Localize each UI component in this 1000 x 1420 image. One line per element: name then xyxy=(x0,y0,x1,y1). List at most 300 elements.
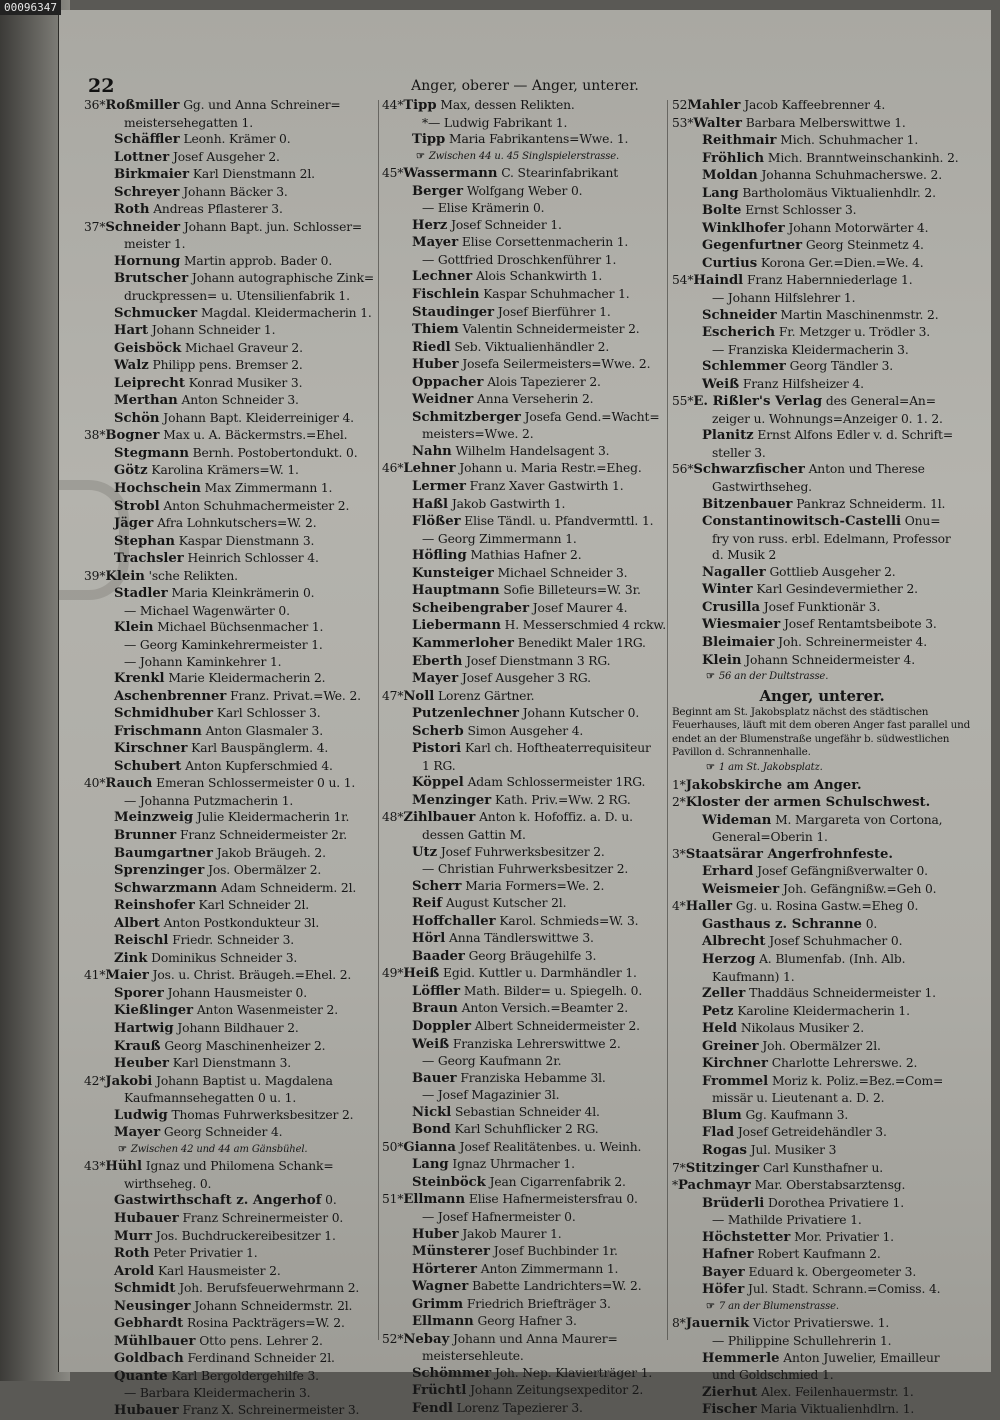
resident-surname: Baader xyxy=(412,948,465,964)
resident-entry xyxy=(84,322,378,340)
resident-surname: Lang xyxy=(412,1157,449,1173)
resident-details: Leonh. Krämer 0. xyxy=(183,132,291,147)
household-member xyxy=(84,793,378,810)
resident-details: Johann Bapt. Kleiderreiniger 4. xyxy=(163,410,354,425)
resident-surname: Ellmann xyxy=(403,1192,466,1208)
resident-surname: Gebhardt xyxy=(114,1316,184,1332)
entry-continuation xyxy=(382,758,666,775)
resident-surname: Bolte xyxy=(702,203,742,219)
resident-surname: Trachsler xyxy=(114,551,184,567)
resident-details: Johann Zeitungsexpeditor 2. xyxy=(470,1383,644,1398)
running-header: Anger, oberer — Anger, unterer. xyxy=(411,78,639,94)
resident-surname: E. Rißler's Verlag xyxy=(693,394,823,410)
resident-details: Anton Versich.=Beamter 2. xyxy=(461,1001,629,1016)
resident-details: Johann Kutscher 0. xyxy=(522,706,640,721)
resident-surname: Kunsteiger xyxy=(412,565,494,581)
resident-details: Robert Kaufmann 2. xyxy=(757,1247,881,1262)
resident-entry xyxy=(84,305,378,323)
resident-surname: Hemmerle xyxy=(702,1350,780,1366)
entry-text: zeiger u. Wohnungs=Anzeiger 0. 1. 2. xyxy=(712,411,943,426)
pointing-hand-icon: ☞ xyxy=(118,1143,127,1155)
house-entry xyxy=(672,846,972,864)
resident-surname: Tipp xyxy=(403,98,437,113)
entry-text: — Johanna Putzmacherin 1. xyxy=(124,793,294,808)
house-entry xyxy=(382,1331,666,1349)
resident-surname: Köppel xyxy=(412,775,464,791)
resident-details: Josef Rentamtsbeibote 3. xyxy=(784,617,937,632)
entry-continuation xyxy=(382,827,666,844)
resident-surname: Fendl xyxy=(412,1401,453,1417)
resident-surname: Petz xyxy=(702,1003,734,1019)
resident-details: H. Messerschmied 4 rckw. xyxy=(504,618,666,633)
house-entry xyxy=(84,427,378,445)
resident-surname: Schreyer xyxy=(114,184,180,200)
resident-surname: Schwarzfischer xyxy=(693,462,805,478)
resident-entry xyxy=(672,933,972,951)
resident-surname: Fischer xyxy=(702,1402,757,1418)
entry-text: Kaufmann) 1. xyxy=(712,969,795,984)
resident-entry xyxy=(672,951,972,969)
entry-continuation xyxy=(84,236,378,253)
resident-details: Egid. Kuttler u. Darmhändler 1. xyxy=(443,966,637,981)
resident-details: Jean Cigarrenfabrik 2. xyxy=(489,1174,626,1189)
resident-details: 0. xyxy=(325,1193,337,1208)
household-member xyxy=(382,1209,666,1226)
resident-details: Mathias Hafner 2. xyxy=(470,548,582,563)
resident-surname: Greiner xyxy=(702,1038,759,1054)
resident-details: Jos. u. Christ. Bräugeh.=Ehel. 2. xyxy=(152,968,352,983)
resident-details: Mich. Branntweinschankinh. 2. xyxy=(767,150,959,165)
resident-entry xyxy=(382,617,666,635)
resident-surname: Herz xyxy=(412,217,448,233)
resident-details: Bartholomäus Viktualienhdlr. 2. xyxy=(742,185,936,200)
resident-entry xyxy=(672,1142,972,1160)
resident-surname: Zeller xyxy=(702,986,746,1002)
entry-text: und Goldschmied 1. xyxy=(712,1368,834,1383)
resident-details: Elise Corsettenmacherin 1. xyxy=(461,235,629,250)
resident-details: Ernst Alfons Edler v. d. Schrift= xyxy=(757,428,953,443)
resident-surname: Aschenbrenner xyxy=(114,688,227,704)
resident-details: Anton Wasenmeister 2. xyxy=(196,1003,338,1018)
resident-entry xyxy=(382,478,666,496)
resident-details: Ignaz Uhrmacher 1. xyxy=(452,1157,575,1172)
resident-surname: Jauernik xyxy=(685,1316,750,1332)
entry-text: — Barbara Kleidermacherin 3. xyxy=(124,1386,311,1401)
resident-details: 'sche Relikten. xyxy=(148,568,238,583)
resident-details: Andreas Pflasterer 3. xyxy=(153,202,283,217)
resident-surname: Gasthaus z. Schranne xyxy=(702,916,862,932)
resident-entry xyxy=(84,705,378,723)
resident-details: Otto pens. Lehrer 2. xyxy=(199,1333,323,1348)
resident-details: Charlotte Lehrerswe. 2. xyxy=(771,1056,918,1071)
resident-details: Wilhelm Handelsagent 3. xyxy=(455,443,610,458)
resident-surname: Hochschein xyxy=(114,481,201,497)
house-number: 38* xyxy=(84,428,106,443)
resident-surname: Schubert xyxy=(114,758,182,774)
resident-details: Josef Funktionär 3. xyxy=(763,599,881,614)
household-member xyxy=(672,290,972,307)
resident-surname: Geisböck xyxy=(114,340,182,356)
resident-details: Adam Schlossermeister 1RG. xyxy=(467,775,646,790)
resident-details: Johann Bäcker 3. xyxy=(183,184,288,199)
resident-surname: Zierhut xyxy=(702,1384,758,1400)
resident-details: Gg. u. Rosina Gastw.=Eheg 0. xyxy=(735,899,919,914)
resident-surname: Scherb xyxy=(412,723,464,739)
resident-details: Alois Tapezierer 2. xyxy=(487,374,601,389)
resident-details: Thaddäus Schneidermeister 1. xyxy=(749,986,936,1001)
resident-surname: Grimm xyxy=(412,1296,464,1312)
resident-entry xyxy=(382,1243,666,1261)
resident-details: Friedr. Schneider 3. xyxy=(172,933,295,948)
house-number: 47* xyxy=(382,688,404,703)
resident-details: Seb. Viktualienhändler 2. xyxy=(454,339,610,354)
resident-entry xyxy=(672,202,972,220)
entry-text: Gastwirthseheg. xyxy=(712,480,812,495)
resident-entry xyxy=(84,1402,378,1420)
resident-details: Lorenz Tapezierer 3. xyxy=(456,1401,583,1416)
resident-entry xyxy=(84,340,378,358)
resident-entry xyxy=(382,1156,666,1174)
resident-surname: Frischmann xyxy=(114,723,202,739)
resident-details: Valentin Schneidermeister 2. xyxy=(462,322,640,337)
note-text: Zwischen 44 u. 45 Singlspielerstrasse. xyxy=(428,150,620,162)
resident-details: Georg Hafner 3. xyxy=(477,1314,577,1329)
resident-surname: Quante xyxy=(114,1368,168,1384)
household-member xyxy=(382,252,666,269)
resident-entry xyxy=(382,1313,666,1331)
resident-details: Joh. Obermälzer 2l. xyxy=(762,1038,881,1053)
resident-details: Karl Dienstmann 3. xyxy=(172,1056,292,1071)
house-number: 37* xyxy=(84,219,106,234)
resident-surname: Birkmaier xyxy=(114,167,190,183)
resident-surname: Schömmer xyxy=(412,1365,492,1381)
resident-entry xyxy=(84,1245,378,1263)
resident-details: Martin approb. Bader 0. xyxy=(183,253,333,268)
resident-entry xyxy=(672,616,972,634)
resident-surname: Walz xyxy=(114,358,149,374)
resident-surname: Reithmair xyxy=(702,133,777,149)
resident-surname: Frommel xyxy=(702,1073,769,1089)
resident-details: Ignaz und Philomena Schank= xyxy=(145,1159,334,1174)
resident-details: Josef Ausgeher 3 RG. xyxy=(461,671,591,686)
resident-details: Sebastian Schneider 4l. xyxy=(455,1104,600,1119)
resident-entry xyxy=(84,375,378,393)
resident-surname: Lermer xyxy=(412,479,466,495)
household-member xyxy=(382,861,666,878)
resident-entry xyxy=(84,184,378,202)
resident-entry xyxy=(382,792,666,810)
resident-surname: Reischl xyxy=(114,933,169,949)
resident-details: Alois Schankwirth 1. xyxy=(475,269,603,284)
resident-entry xyxy=(672,916,972,934)
house-entry xyxy=(672,1177,972,1195)
resident-entry xyxy=(382,1226,666,1244)
house-entry xyxy=(672,97,972,115)
house-number: 44* xyxy=(382,98,404,112)
resident-entry xyxy=(672,1384,972,1402)
resident-entry xyxy=(672,496,972,514)
resident-details: Franziska Hebamme 3l. xyxy=(460,1070,606,1085)
resident-surname: Neusinger xyxy=(114,1298,191,1314)
resident-surname: Fischlein xyxy=(412,287,480,303)
entry-text: — Michael Wagenwärter 0. xyxy=(124,603,290,618)
resident-entry xyxy=(84,740,378,758)
resident-entry xyxy=(84,1020,378,1038)
resident-surname: Ludwig xyxy=(114,1107,168,1123)
house-number: 53* xyxy=(672,115,694,130)
resident-surname: Nickl xyxy=(412,1104,452,1120)
resident-surname: Winklhofer xyxy=(702,220,785,236)
resident-entry xyxy=(84,462,378,480)
resident-surname: Stegmann xyxy=(114,445,189,461)
resident-details: Michael Schneider 3. xyxy=(497,565,628,580)
resident-entry xyxy=(382,374,666,392)
resident-entry xyxy=(382,1000,666,1018)
resident-details: Elise Hafnermeistersfrau 0. xyxy=(468,1192,638,1207)
resident-entry xyxy=(382,653,666,671)
resident-surname: Albrecht xyxy=(702,934,766,950)
resident-details: Lorenz Gärtner. xyxy=(438,688,535,703)
directory-column-2 xyxy=(382,97,666,1418)
entry-continuation xyxy=(84,1176,378,1193)
resident-entry xyxy=(84,1263,378,1281)
household-member xyxy=(84,654,378,671)
resident-entry xyxy=(382,740,666,758)
location-note xyxy=(672,669,972,686)
resident-surname: Hubauer xyxy=(114,1211,179,1226)
resident-details: Georg Schneider 4. xyxy=(163,1125,283,1140)
entry-text: — Georg Zimmermann 1. xyxy=(422,531,577,546)
resident-surname: Hörl xyxy=(412,931,446,947)
street-name: Anger, unterer. xyxy=(759,686,885,705)
resident-details: Anton Postkondukteur 3l. xyxy=(163,915,320,930)
house-entry xyxy=(382,97,666,115)
resident-surname: Schlemmer xyxy=(702,359,786,375)
resident-entry xyxy=(84,149,378,167)
resident-details: 0. xyxy=(865,916,878,931)
resident-details: Anton Schneider 3. xyxy=(181,393,299,408)
resident-surname: Wideman xyxy=(702,812,772,828)
resident-surname: Rogas xyxy=(702,1143,747,1158)
resident-entry xyxy=(84,533,378,551)
resident-surname: Curtius xyxy=(702,255,758,271)
resident-surname: Scheibengraber xyxy=(412,600,530,616)
resident-surname: Arold xyxy=(114,1263,155,1279)
resident-surname: Sprenzinger xyxy=(114,863,205,879)
resident-surname: Goldbach xyxy=(114,1351,184,1367)
house-number: 51* xyxy=(382,1192,404,1207)
resident-entry xyxy=(382,913,666,931)
resident-details: Kaspar Dienstmann 3. xyxy=(178,533,315,548)
resident-details: Benedikt Maler 1RG. xyxy=(517,635,646,650)
house-entry xyxy=(672,777,972,795)
resident-surname: Blum xyxy=(702,1107,742,1123)
resident-entry xyxy=(382,983,666,1001)
resident-surname: Reif xyxy=(412,896,443,912)
resident-surname: Zihlbauer xyxy=(403,810,476,826)
house-entry xyxy=(382,688,666,706)
resident-details: Wolfgang Weber 0. xyxy=(466,183,583,198)
resident-details: Gg. und Anna Schreiner= xyxy=(183,98,341,112)
resident-details: Johann Schneidermstr. 2l. xyxy=(194,1298,353,1313)
entry-text: meisters=Wwe. 2. xyxy=(422,427,534,442)
resident-details: Franz. Privat.=We. 2. xyxy=(230,688,361,703)
resident-entry xyxy=(84,1333,378,1351)
house-number: 43* xyxy=(84,1159,106,1174)
resident-entry xyxy=(382,1278,666,1296)
house-entry xyxy=(382,1191,666,1209)
resident-surname: Herzog xyxy=(702,951,756,967)
resident-details: Moriz k. Poliz.=Bez.=Com= xyxy=(771,1073,944,1088)
location-note xyxy=(672,760,972,777)
directory-column-3 xyxy=(672,97,972,1419)
resident-entry xyxy=(84,410,378,428)
house-number: 2* xyxy=(672,795,686,810)
house-number: 1* xyxy=(672,777,686,792)
resident-details: Sofie Billeteurs=W. 3r. xyxy=(503,583,641,598)
resident-details: Josef Ausgeher 2. xyxy=(172,149,280,164)
resident-details: August Kutscher 2l. xyxy=(445,896,567,911)
resident-entry xyxy=(382,339,666,357)
resident-details: Georg Tändler 3. xyxy=(789,359,894,374)
resident-details: Victor Privatierswe. 1. xyxy=(752,1316,890,1331)
entry-text: wirthseheg. 0. xyxy=(124,1176,212,1191)
resident-entry xyxy=(382,443,666,461)
column-divider xyxy=(667,100,668,1340)
resident-entry xyxy=(84,166,378,184)
household-member xyxy=(382,1087,666,1104)
entry-text: d. Musik 2 xyxy=(712,548,777,563)
resident-entry xyxy=(672,1038,972,1056)
resident-surname: Erhard xyxy=(702,864,754,880)
street-description xyxy=(672,706,972,760)
resident-details: Max u. A. Bäckermstrs.=Ehel. xyxy=(163,428,348,443)
resident-entry xyxy=(84,845,378,863)
resident-entry xyxy=(672,985,972,1003)
resident-details: Josef Schneider 1. xyxy=(451,217,562,232)
resident-surname: Lechner xyxy=(412,269,473,285)
pointing-hand-icon: ☞ xyxy=(706,671,715,683)
resident-entry xyxy=(672,881,972,899)
entry-text: — Philippine Schullehrerin 1. xyxy=(712,1334,892,1349)
resident-surname: Haindl xyxy=(693,273,744,289)
resident-surname: Lang xyxy=(702,185,739,201)
resident-surname: Held xyxy=(702,1021,738,1037)
resident-details: Simon Ausgeher 4. xyxy=(467,723,584,738)
resident-details: Johanna Schuhmacherswe. 2. xyxy=(761,168,942,183)
house-number: 55* xyxy=(672,394,694,409)
resident-details: Josef Getreidehändler 3. xyxy=(737,1125,887,1140)
resident-details: Joh. Gefängnißw.=Geh 0. xyxy=(783,881,937,896)
resident-surname: Schmidt xyxy=(114,1281,176,1297)
resident-details: Elise Tändl. u. Pfandvermttl. 1. xyxy=(464,514,654,529)
resident-surname: Mayer xyxy=(412,235,459,251)
resident-details: Carl Kunsthafner u. xyxy=(762,1160,884,1175)
resident-details: Dorothea Privatiere 1. xyxy=(768,1195,904,1210)
resident-surname: Doppler xyxy=(412,1018,472,1034)
resident-details: Karl Schneider 2l. xyxy=(198,898,310,913)
resident-details: M. Margareta von Cortona, xyxy=(775,812,943,827)
entry-text: — Elise Krämerin 0. xyxy=(422,201,545,216)
household-member xyxy=(382,200,666,217)
house-number: 56* xyxy=(672,462,694,477)
note-text: 1 am St. Jakobsplatz. xyxy=(718,761,823,773)
resident-entry xyxy=(672,652,972,670)
resident-entry xyxy=(672,1003,972,1021)
resident-details: Babette Landrichters=W. 2. xyxy=(472,1279,642,1294)
resident-details: Rosina Packträgers=W. 2. xyxy=(187,1316,345,1331)
resident-surname: Götz xyxy=(114,463,148,479)
resident-surname: Bayer xyxy=(702,1264,745,1280)
resident-entry xyxy=(382,131,666,149)
resident-surname: Kirchner xyxy=(702,1056,768,1072)
resident-surname: Mühlbauer xyxy=(114,1333,196,1349)
resident-entry xyxy=(672,427,972,445)
resident-surname: Roth xyxy=(114,1246,150,1262)
resident-details: Max Zimmermann 1. xyxy=(204,481,333,496)
house-number: 46* xyxy=(382,461,404,476)
resident-entry xyxy=(382,565,666,583)
house-number: 54* xyxy=(672,273,694,288)
resident-surname: Strobl xyxy=(114,498,160,514)
resident-details: Johann Bapt. jun. Schlosser= xyxy=(183,219,363,234)
resident-surname: Nagaller xyxy=(702,564,766,580)
resident-details: Karl Gesindevermiether 2. xyxy=(756,582,918,597)
resident-entry xyxy=(672,863,972,881)
resident-entry xyxy=(382,217,666,235)
resident-entry xyxy=(672,376,972,394)
resident-entry xyxy=(672,237,972,255)
resident-entry xyxy=(672,132,972,150)
resident-entry xyxy=(84,201,378,219)
resident-details: Georg Maschinenheizer 2. xyxy=(164,1038,326,1053)
resident-surname: Schmidhuber xyxy=(114,706,214,722)
resident-entry xyxy=(672,1124,972,1142)
resident-entry xyxy=(672,167,972,185)
resident-surname: Pachmayr xyxy=(678,1178,751,1194)
resident-entry xyxy=(672,307,972,325)
resident-details: Karl Bergoldergehilfe 3. xyxy=(171,1368,319,1383)
resident-details: Johann Schneidermeister 4. xyxy=(745,652,915,667)
resident-surname: Roth xyxy=(114,202,150,218)
resident-entry xyxy=(382,1174,666,1192)
resident-entry xyxy=(382,304,666,322)
resident-surname: Schwarzmann xyxy=(114,880,218,896)
resident-details: Joh. Berufsfeuerwehrmann 2. xyxy=(179,1281,360,1296)
resident-surname: Staudinger xyxy=(412,304,495,320)
directory-column-1 xyxy=(84,97,378,1420)
entry-text: — Christian Fuhrwerksbesitzer 2. xyxy=(422,862,629,877)
entry-continuation xyxy=(672,445,972,462)
resident-entry xyxy=(84,880,378,898)
resident-details: Gottlieb Ausgeher 2. xyxy=(769,564,896,579)
resident-entry xyxy=(672,599,972,617)
resident-surname: Tipp xyxy=(412,132,446,148)
resident-entry xyxy=(84,932,378,950)
resident-surname: Hörterer xyxy=(412,1261,477,1277)
resident-entry xyxy=(84,1210,378,1228)
resident-entry xyxy=(382,670,666,688)
resident-details: Anton Kupferschmied 4. xyxy=(185,758,333,773)
house-number: 4* xyxy=(672,899,686,914)
household-member xyxy=(84,1385,378,1402)
resident-surname: Planitz xyxy=(702,428,754,444)
resident-entry xyxy=(84,270,378,288)
resident-details: Maria Fabrikantens=Wwe. 1. xyxy=(449,132,629,147)
resident-surname: Huber xyxy=(412,357,459,373)
house-entry xyxy=(84,775,378,793)
resident-details: Afra Lohnkutschers=W. 2. xyxy=(157,516,317,531)
